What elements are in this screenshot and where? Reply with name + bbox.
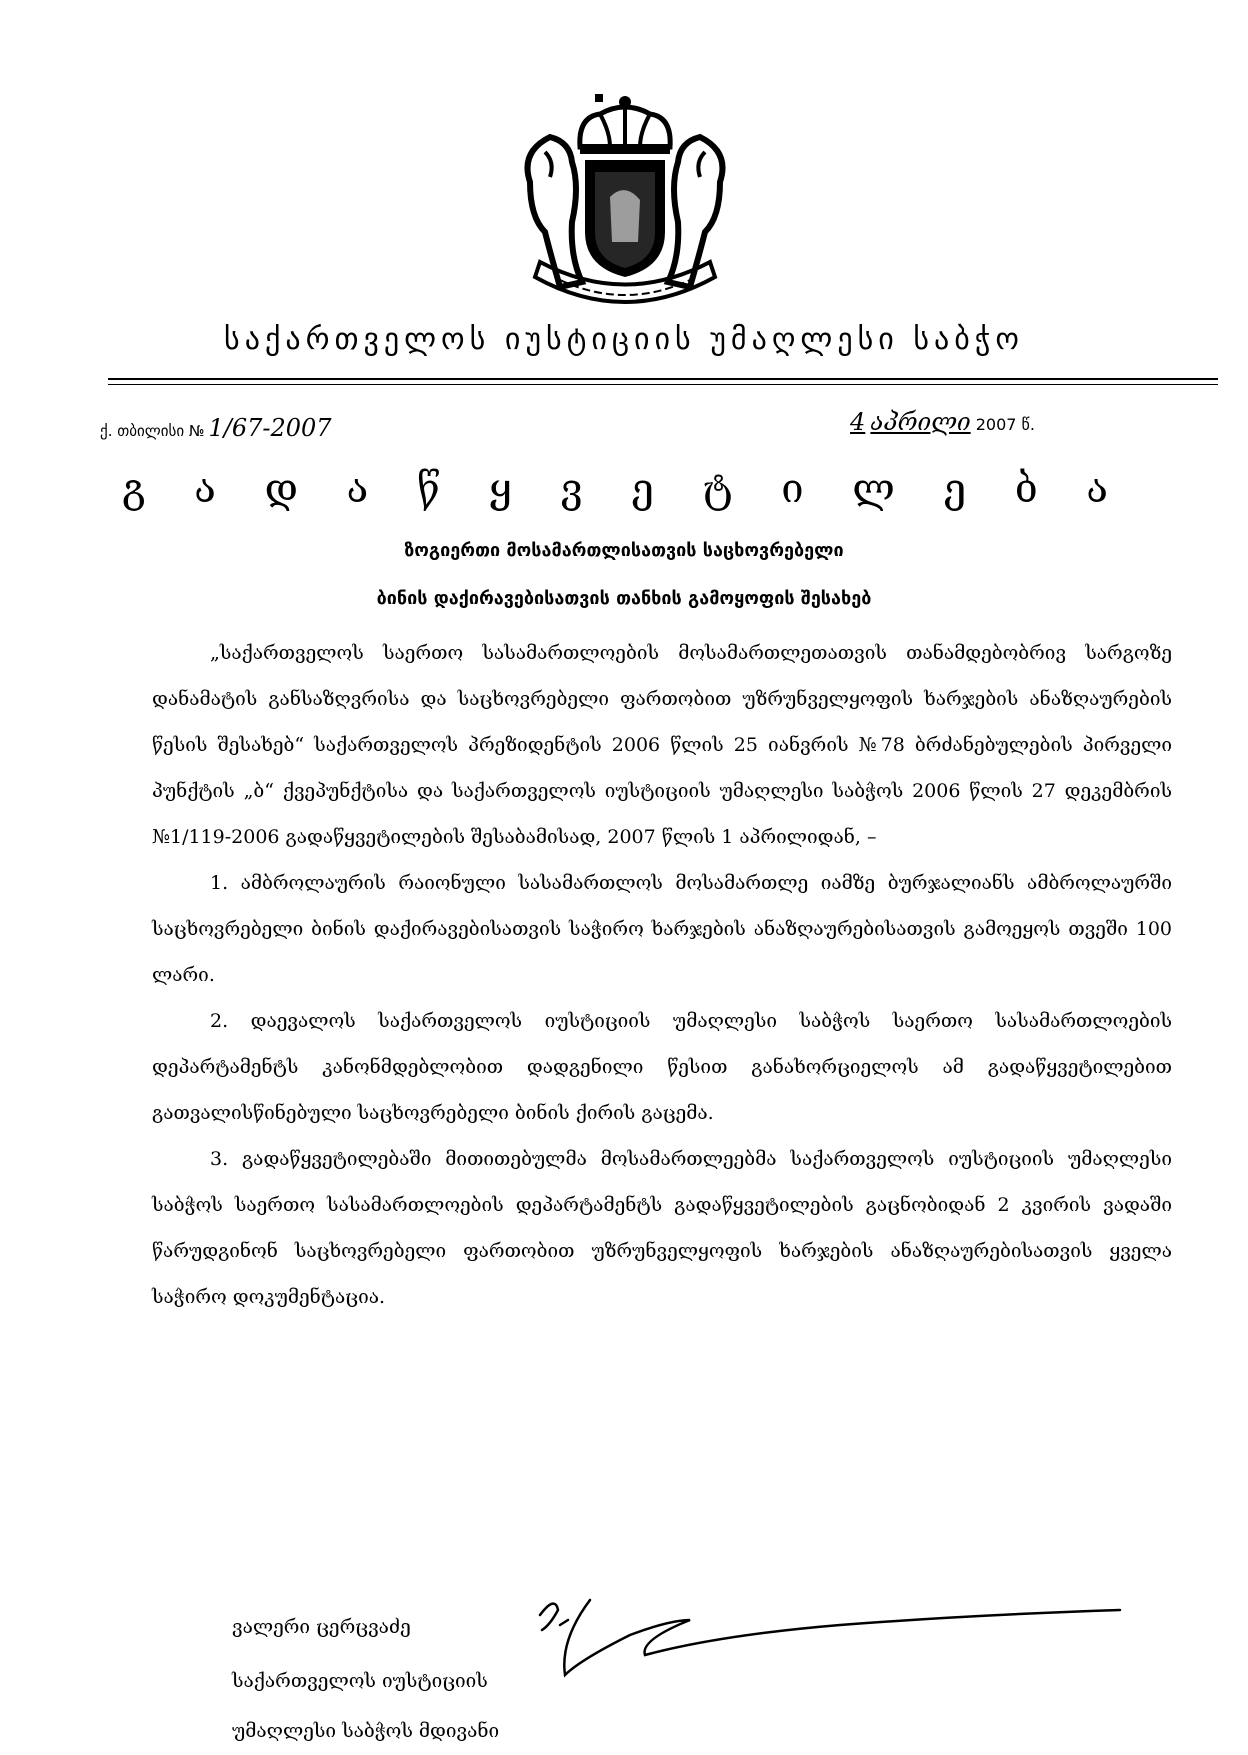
- document-body: [152, 630, 1172, 1320]
- signatory-name: ვალერი ცერცვაძე: [232, 1616, 411, 1638]
- coat-of-arms-emblem: [500, 92, 750, 312]
- signatory-position-line-2: უმაღლესი საბჭოს მდივანი: [232, 1720, 500, 1742]
- signatory-position-line-1: საქართველოს იუსტიციის: [232, 1670, 488, 1692]
- document-date: [850, 408, 1035, 436]
- date-month: აპრილი: [870, 408, 971, 436]
- header-divider: [108, 378, 1218, 380]
- date-day: 4: [850, 408, 866, 436]
- subtitle-line-1: ზოგიერთი მოსამართლისათვის საცხოვრებელი: [404, 540, 844, 561]
- document-title: გ ა დ ა წ ყ ვ ე ტ ი ლ ე ბ ა: [121, 466, 1127, 512]
- clause-1-paragraph: 1. ამბროლაურის რაიონული სასამართლოს მოსამართლე იამზე ბურჯალიანს ამბროლაურში საცხოვრებელი ბინის დაქირავებისათვის საჭირო ხარჯების ანაზღაურებისათვის გამოეყოს თვეში 100 ლარი.: [152, 872, 1172, 986]
- date-year: 2007 წ.: [975, 415, 1035, 434]
- institution-name: საქართველოს იუსტიციის უმაღლესი საბჭო: [224, 322, 1024, 357]
- clause-2-paragraph: 2. დაევალოს საქართველოს იუსტიციის უმაღლესი საბჭოს საერთო სასამართლოების დეპარტამენტს კანონმდებლობით დადგენილი წესით განახორციელოს ამ გადაწყვეტილებით გათვალისწინებული საცხოვრებელი ბინის ქირის გაცემა.: [152, 1010, 1172, 1124]
- handwritten-signature: [520, 1580, 1140, 1690]
- preamble-paragraph: „საქართველოს საერთო სასამართლოების მოსამართლეთათვის თანამდებობრივ სარგოზე დანამატის განსაზღვრისა და საცხოვრებელი ფართობით უზრუნველყოფის ხარჯების ანაზღაურების წესის შესახებ“ საქართველოს პრეზიდენტის 2006 წლის 25 იანვრის №78 ბრძანებულების პირველი პუნქტის „ბ“ ქვეპუნქტისა და საქართველოს იუსტიციის უმაღლესი საბჭოს 2006 წლის 27 დეკემბრის №1/119-2006 გადაწყვეტილების შესაბამისად, 2007 წლის 1 აპრილიდან, –: [152, 642, 1172, 848]
- document-number: 1/67-2007: [208, 414, 332, 442]
- header-divider-thin: [108, 384, 1218, 385]
- subtitle-line-2: ბინის დაქირავებისათვის თანხის გამოყოფის შესახებ: [376, 588, 872, 609]
- clause-3-paragraph: 3. გადაწყვეტილებაში მითითებულმა მოსამართლეებმა საქართველოს იუსტიციის უმაღლესი საბჭოს საერთო სასამართლოების დეპარტამენტს გადაწყვეტილების გაცნობიდან 2 კვირის ვადაში წარუდგინონ საცხოვრებელი ფართობით უზრუნველყოფის ხარჯების ანაზღაურებისათვის ყველა საჭირო დოკუმენტაცია.: [152, 1148, 1172, 1308]
- document-place-number: [100, 414, 332, 442]
- place-label: ქ. თბილისი №: [100, 422, 205, 440]
